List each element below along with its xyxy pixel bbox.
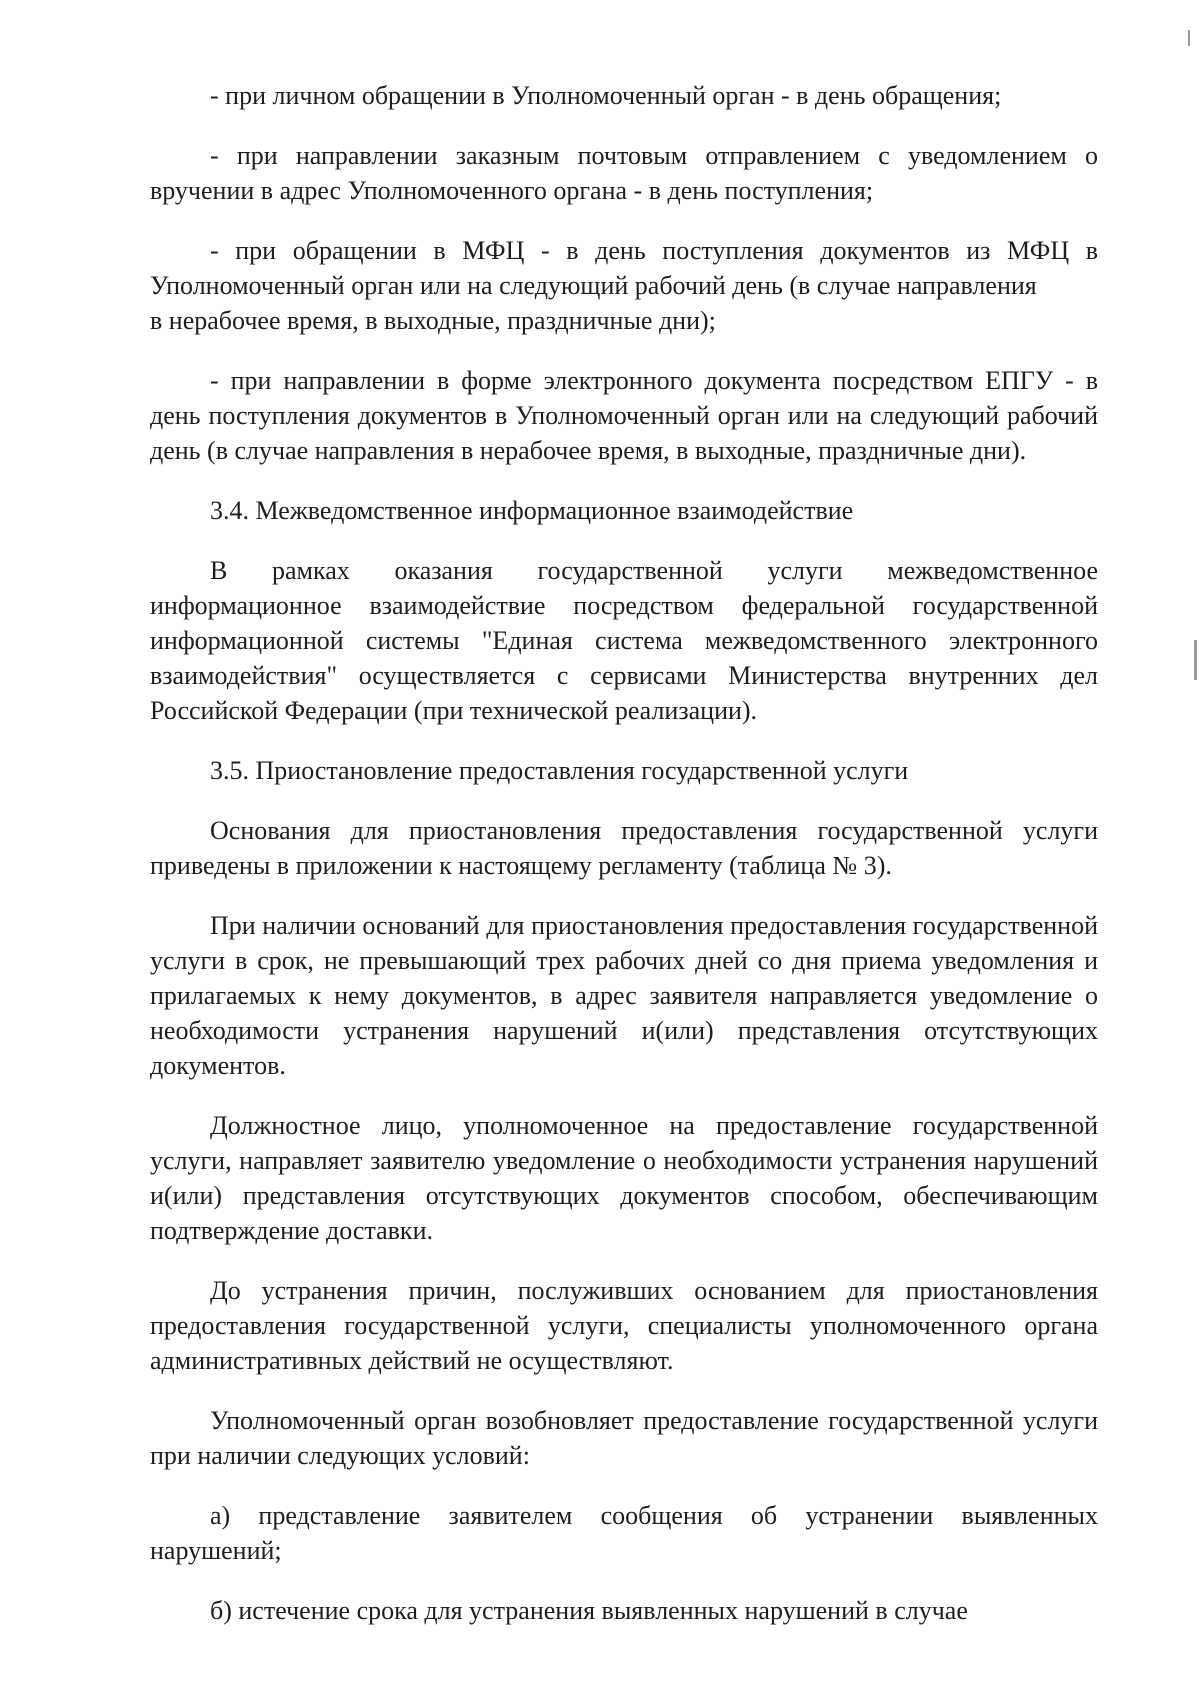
scan-edge-mark-middle — [1194, 640, 1197, 680]
paragraph-mfc-request-continued: в нерабочее время, в выходные, праздничные дни); — [150, 306, 716, 335]
paragraph-personal-visit: - при личном обращении в Уполномоченный орган - в день обращения; — [210, 81, 1002, 110]
section-heading-3-5: 3.5. Приостановление предоставления государственной услуги — [210, 756, 909, 785]
paragraph-official-notification: Должностное лицо, уполномоченное на предоставление государственной услуги, направляет заявителю уведомление о необходимости устранения нарушений и(или) представления отсутствующих документов способом, обеспечивающим подтверждение доставки. — [150, 1111, 1098, 1245]
list-item-condition-a: а) представление заявителем сообщения об устранении выявленных нарушений; — [150, 1501, 1098, 1565]
paragraph-until-elimination: До устранения причин, послуживших основанием для приостановления предоставления государственной услуги, специалисты уполномоченного органа административных действий не осуществляют. — [150, 1276, 1098, 1375]
paragraph-registered-mail: - при направлении заказным почтовым отправлением с уведомлением о вручении в адрес Уполномоченного органа - в день поступления; — [150, 141, 1098, 205]
section-heading-3-4: 3.4. Межведомственное информационное взаимодействие — [210, 496, 854, 525]
scan-edge-mark-top — [1188, 30, 1190, 46]
document-body — [150, 78, 1098, 1653]
paragraph-interagency-interaction: В рамках оказания государственной услуги межведомственное информационное взаимодействие посредством федеральной государственной информационной системы "Единая система межведомственного электронного взаимодействия" осуществляется с сервисами Министерства внутренних дел Российской Федерации (при технической реализации). — [150, 556, 1098, 725]
paragraph-resumption-conditions: Уполномоченный орган возобновляет предоставление государственной услуги при наличии следующих условий: — [150, 1406, 1098, 1470]
paragraph-suspension-grounds: Основания для приостановления предоставления государственной услуги приведены в приложении к настоящему регламенту (таблица № 3). — [150, 816, 1098, 880]
paragraph-mfc-request: - при обращении в МФЦ - в день поступления документов из МФЦ в Уполномоченный орган или на следующий рабочий день (в случае направления — [150, 236, 1098, 300]
paragraph-epgu-request: - при направлении в форме электронного документа посредством ЕПГУ - в день поступления документов в Уполномоченный орган или на следующий рабочий день (в случае направления в нерабочее время, в выходные, праздничные дни). — [150, 366, 1098, 465]
list-item-condition-b: б) истечение срока для устранения выявленных нарушений в случае — [210, 1596, 968, 1625]
paragraph-suspension-notice: При наличии оснований для приостановления предоставления государственной услуги в срок, не превышающий трех рабочих дней со дня приема уведомления и прилагаемых к нему документов, в адрес заявителя направляется уведомление о необходимости устранения нарушений и(или) представления отсутствующих документов. — [150, 911, 1098, 1080]
